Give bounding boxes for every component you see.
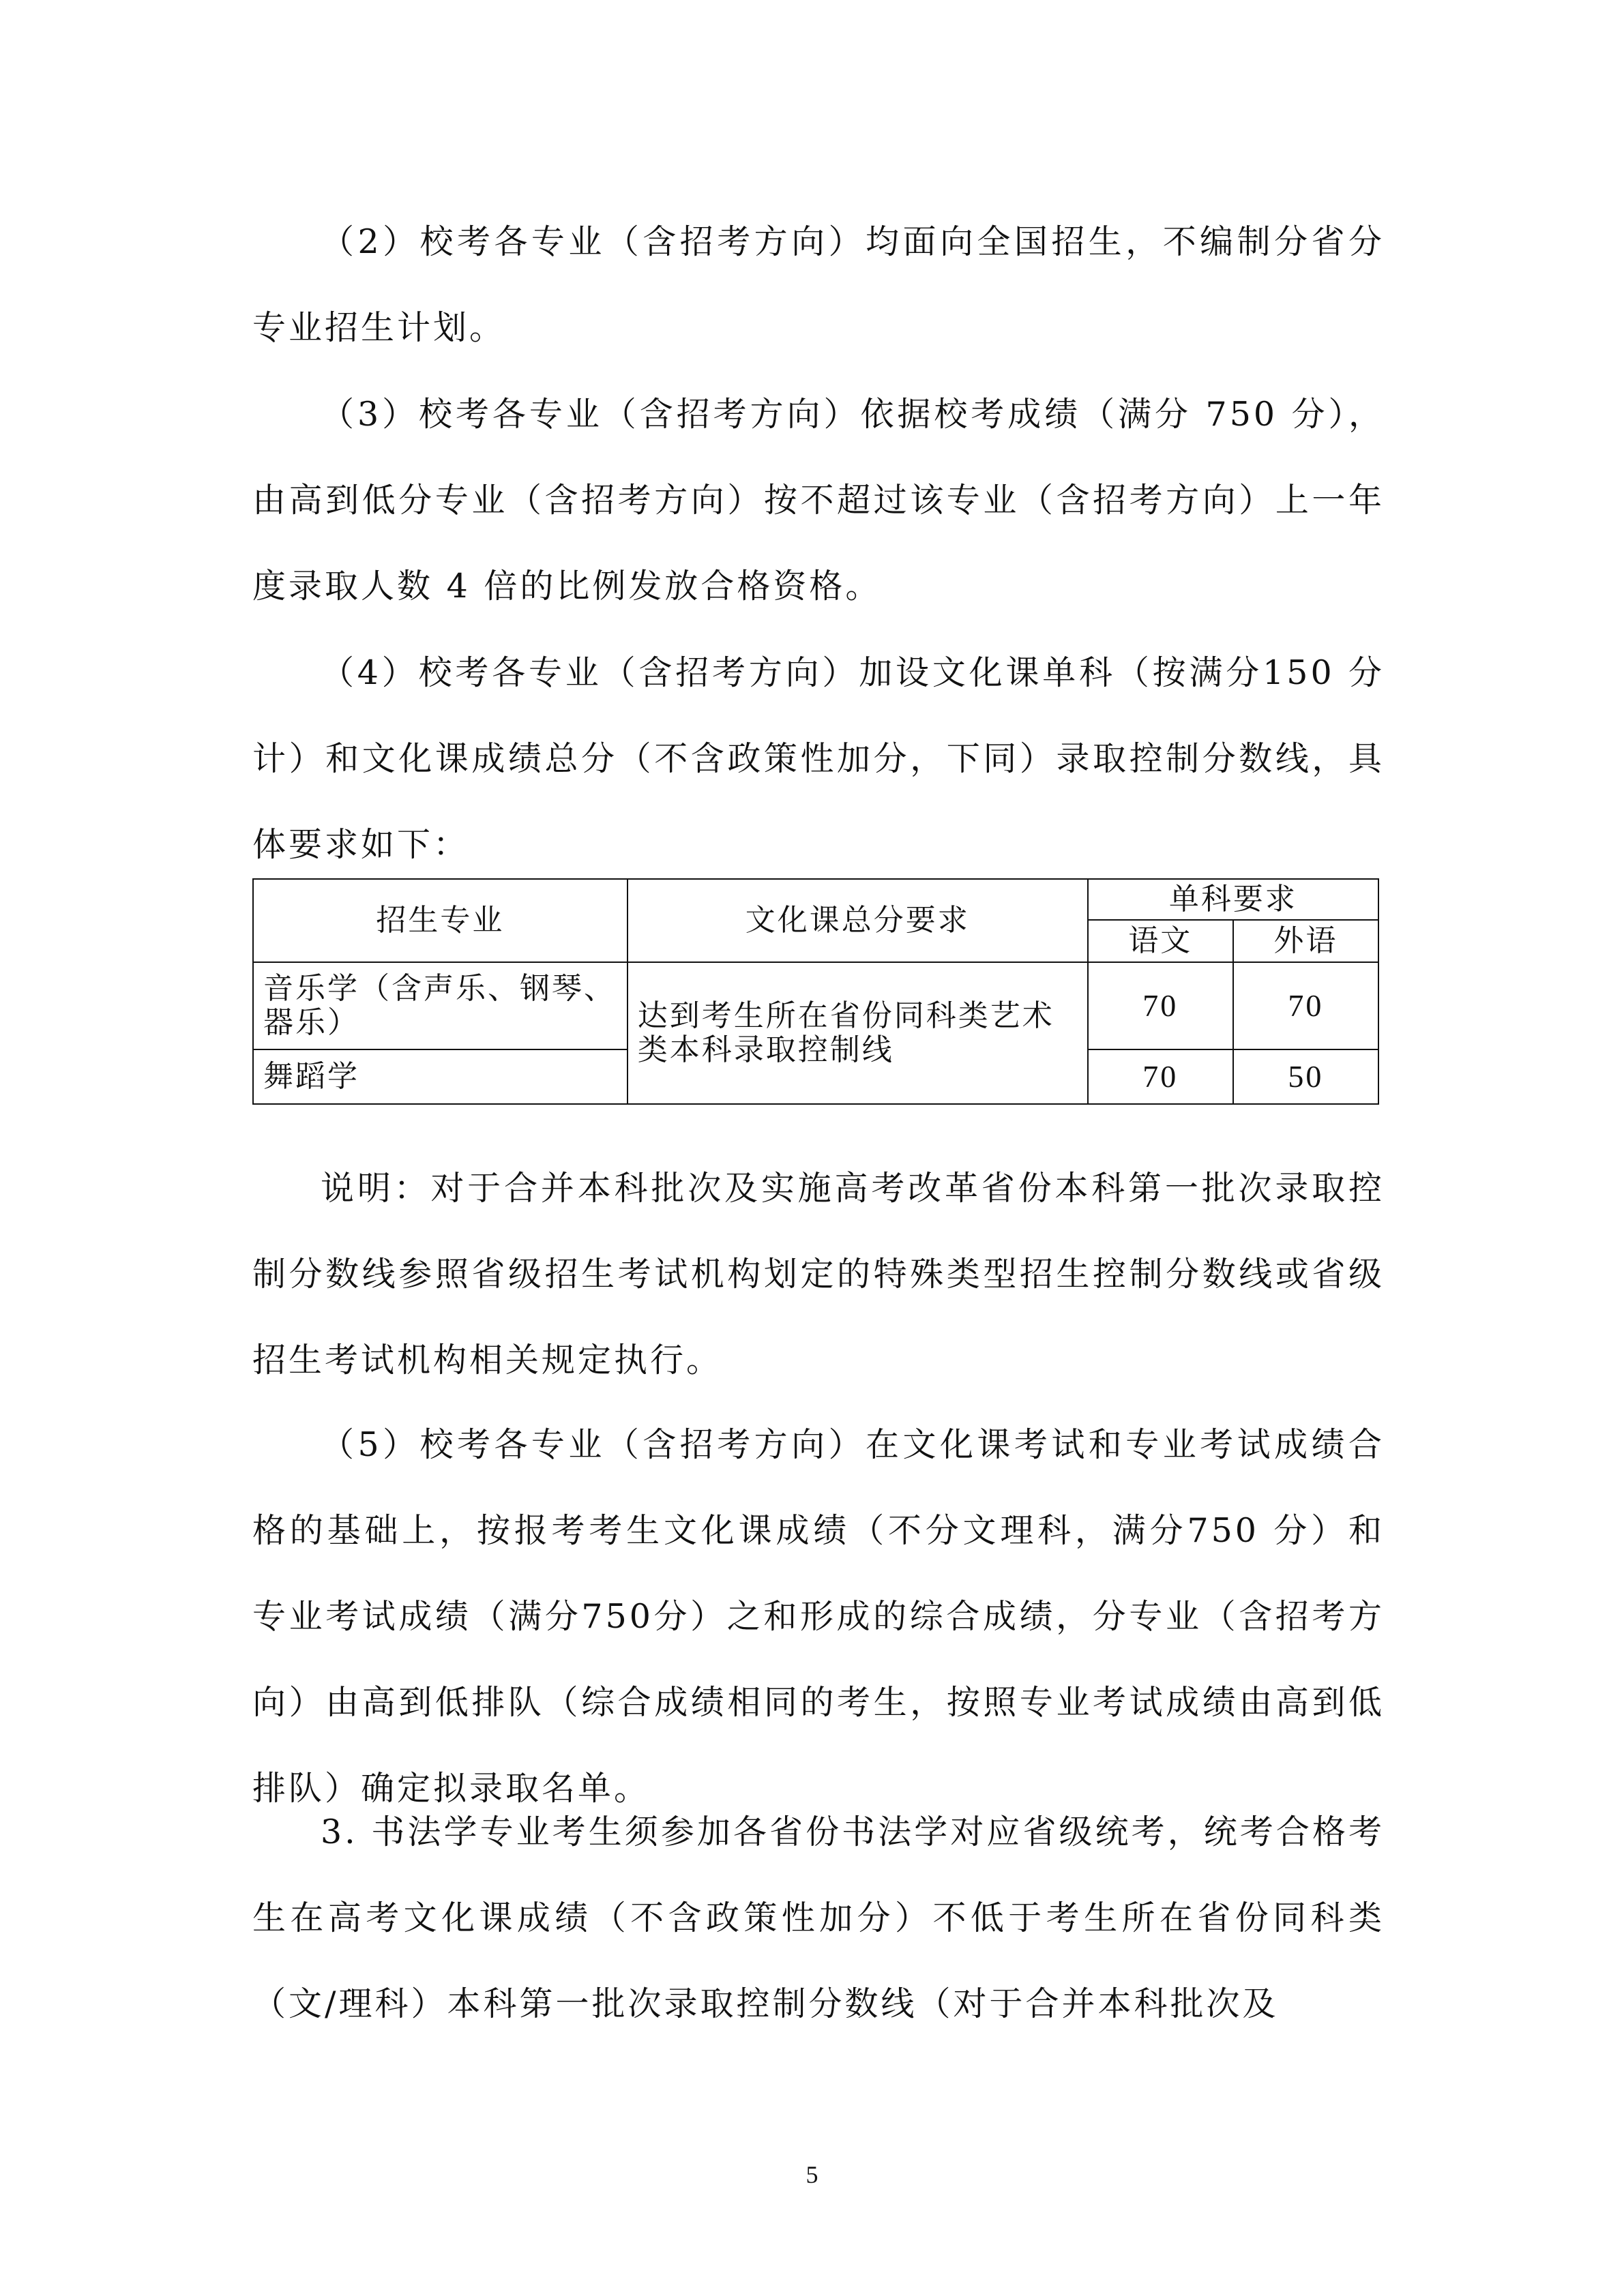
table-row	[253, 962, 1378, 1049]
header-single-subject: 单科要求	[1088, 879, 1378, 920]
total-score-requirement: 达到考生所在省份同科类艺术类本科录取控制线	[628, 962, 1088, 1104]
foreign-score-music: 70	[1233, 962, 1378, 1049]
table-header-row	[253, 879, 1378, 920]
header-chinese: 语文	[1088, 920, 1233, 962]
header-foreign-language: 外语	[1233, 920, 1378, 962]
page-number: 5	[806, 2161, 818, 2188]
header-total-score: 文化课总分要求	[628, 879, 1088, 962]
paragraph-note: 说明：对于合并本科批次及实施高考改革省份本科第一批次录取控制分数线参照省级招生考试机构划定的特殊类型招生控制分数线或省级招生考试机构相关规定执行。	[252, 1169, 1385, 1380]
requirements-table	[252, 878, 1379, 1105]
chinese-score-music: 70	[1088, 962, 1233, 1049]
foreign-score-dance: 50	[1233, 1049, 1378, 1104]
paragraph-calligraphy: 3. 书法学专业考生须参加各省份书法学对应省级统考，统考合格考生在高考文化课成绩（不含政策性加分）不低于考生所在省份同科类（文/理科）本科第一批次录取控制分数线（对于合并本科批次及	[252, 1813, 1385, 2023]
major-music: 音乐学（含声乐、钢琴、器乐）	[253, 962, 628, 1049]
chinese-score-dance: 70	[1088, 1049, 1233, 1104]
paragraph-item-5: （5）校考各专业（含招考方向）在文化课考试和专业考试成绩合格的基础上，按报考考生文化课成绩（不分文理科，满分750 分）和专业考试成绩（满分750分）之和形成的综合成绩，分专业（含招考方向）由高到低排队（综合成绩相同的考生，按照专业考试成绩由高到低排队）确定拟录取名单。	[252, 1425, 1385, 1808]
header-major: 招生专业	[253, 879, 628, 962]
paragraph-item-4: （4）校考各专业（含招考方向）加设文化课单科（按满分150 分计）和文化课成绩总分（不含政策性加分，下同）录取控制分数线，具体要求如下：	[252, 653, 1385, 864]
major-dance: 舞蹈学	[253, 1049, 628, 1104]
paragraph-item-3: （3）校考各专业（含招考方向）依据校考成绩（满分 750 分），由高到低分专业（含招考方向）按不超过该专业（含招考方向）上一年度录取人数 4 倍的比例发放合格资格。	[252, 395, 1385, 606]
paragraph-item-2: （2）校考各专业（含招考方向）均面向全国招生，不编制分省分专业招生计划。	[252, 222, 1385, 347]
